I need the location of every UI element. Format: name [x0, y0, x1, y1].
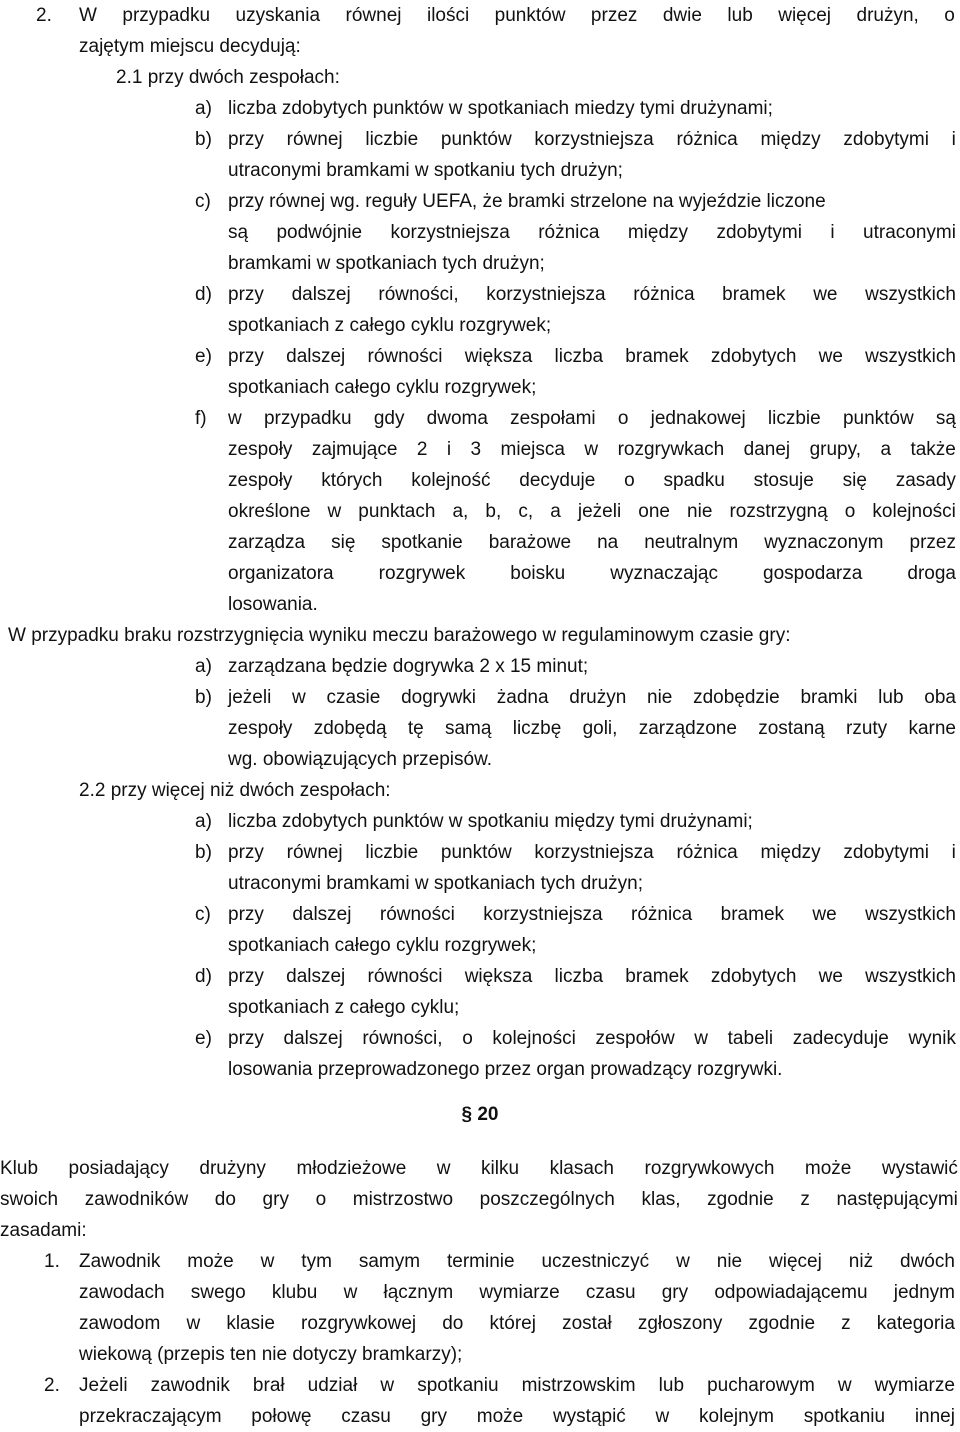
text-line: bramkami w spotkaniach tych drużyn; [228, 253, 545, 274]
text-line: wiekową (przepis ten nie dotyczy bramkarzy); [79, 1344, 463, 1365]
text-line: przy dalszej równości większa liczba bramek zdobytych we wszystkich [228, 966, 956, 987]
list-label: e) [195, 346, 212, 367]
text-line: Klub posiadający drużyny młodzieżowe w kilku klasach rozgrywkowych może wystawić [0, 1158, 958, 1179]
list-label: a) [195, 811, 212, 832]
text-line: liczba zdobytych punktów w spotkaniu między tymi drużynami; [228, 811, 753, 832]
text-line: zarządza się spotkanie barażowe na neutralnym wyznaczonym przez [228, 532, 956, 553]
text-line: losowania. [228, 594, 318, 615]
text-line: przy równej wg. reguły UEFA, że bramki strzelone na wyjeździe liczone [228, 191, 826, 212]
text-line: w przypadku gdy dwoma zespołami o jednakowej liczbie punktów są [228, 408, 956, 429]
list-label: c) [195, 904, 211, 925]
text-line: przekraczającym połowę czasu gry może wystąpić w kolejnym spotkaniu innej [79, 1406, 955, 1427]
list-label: b) [195, 129, 212, 150]
subsection-title: 2.2 przy więcej niż dwóch zespołach: [79, 780, 391, 801]
text-line: Jeżeli zawodnik brał udział w spotkaniu mistrzowskim lub pucharowym w wymiarze [79, 1375, 955, 1396]
text-line: zespoły zajmujące 2 i 3 miejsca w rozgrywkach danej grupy, a także [228, 439, 956, 460]
text-line: spotkaniach z całego cyklu rozgrywek; [228, 315, 552, 336]
list-label: a) [195, 656, 212, 677]
list-label: d) [195, 284, 212, 305]
text-line: utraconymi bramkami w spotkaniu tych drużyn; [228, 160, 623, 181]
list-label: d) [195, 966, 212, 987]
list-label: 1. [44, 1251, 60, 1272]
text-line: losowania przeprowadzonego przez organ prowadzący rozgrywki. [228, 1059, 783, 1080]
section-heading: § 20 [461, 1104, 499, 1125]
text-line: przy dalszej równości, korzystniejsza różnica bramek we wszystkich [228, 284, 956, 305]
text-line: wg. obowiązujących przepisów. [228, 749, 493, 770]
text-line: utraconymi bramkami w spotkaniach tych drużyn; [228, 873, 643, 894]
text-line: zasadami: [0, 1220, 87, 1241]
list-label: b) [195, 842, 212, 863]
text-line: jeżeli w czasie dogrywki żadna drużyn nie zdobędzie bramki lub oba [228, 687, 956, 708]
list-label: e) [195, 1028, 212, 1049]
text-line: przy równej liczbie punktów korzystniejsza różnica między zdobytymi i [228, 842, 956, 863]
text-line: swoich zawodników do gry o mistrzostwo poszczególnych klas, zgodnie z następującymi [0, 1189, 958, 1210]
text-line: określone w punktach a, b, c, a jeżeli one nie rozstrzygną o kolejności [228, 501, 956, 522]
text-line: przy dalszej równości większa liczba bramek zdobytych we wszystkich [228, 346, 956, 367]
text-line: W przypadku uzyskania równej ilości punktów przez dwie lub więcej drużyn, o [79, 5, 955, 26]
text-line: zajętym miejscu decydują: [79, 36, 301, 57]
text-line: są podwójnie korzystniejsza różnica między zdobytymi i utraconymi [228, 222, 956, 243]
text-line: przy dalszej równości korzystniejsza różnica bramek we wszystkich [228, 904, 956, 925]
list-label: 2. [44, 1375, 60, 1396]
text-line: zespoły zdobędą tę samą liczbę goli, zarządzone zostaną rzuty karne [228, 718, 956, 739]
text-line: Zawodnik może w tym samym terminie uczestniczyć w nie więcej niż dwóch [79, 1251, 955, 1272]
text-line: zawodom w klasie rozgrywkowej do której został zgłoszony zgodnie z kategoria [79, 1313, 955, 1334]
section-number: 2. [36, 5, 52, 26]
text-line: spotkaniach z całego cyklu; [228, 997, 460, 1018]
list-label: c) [195, 191, 211, 212]
text-line: zawodach swego klubu w łącznym wymiarze czasu gry odpowiadającemu jednym [79, 1282, 955, 1303]
subsection-title: 2.1 przy dwóch zespołach: [116, 67, 340, 88]
list-label: f) [195, 408, 207, 429]
text-line: spotkaniach całego cyklu rozgrywek; [228, 377, 537, 398]
text-line: spotkaniach całego cyklu rozgrywek; [228, 935, 537, 956]
list-label: b) [195, 687, 212, 708]
text-line: przy dalszej równości, o kolejności zespołów w tabeli zadecyduje wynik [228, 1028, 956, 1049]
text-line: zarządzana będzie dogrywka 2 x 15 minut; [228, 656, 589, 677]
text-line: organizatora rozgrywek boisku wyznaczając gospodarza droga [228, 563, 956, 584]
list-label: a) [195, 98, 212, 119]
text-line: liczba zdobytych punktów w spotkaniach miedzy tymi drużynami; [228, 98, 773, 119]
text-line: zespoły których kolejność decyduje o spadku stosuje się zasady [228, 470, 956, 491]
text-line: przy równej liczbie punktów korzystniejsza różnica między zdobytymi i [228, 129, 956, 150]
text-line: W przypadku braku rozstrzygnięcia wyniku meczu barażowego w regulaminowym czasie gry: [8, 625, 791, 646]
